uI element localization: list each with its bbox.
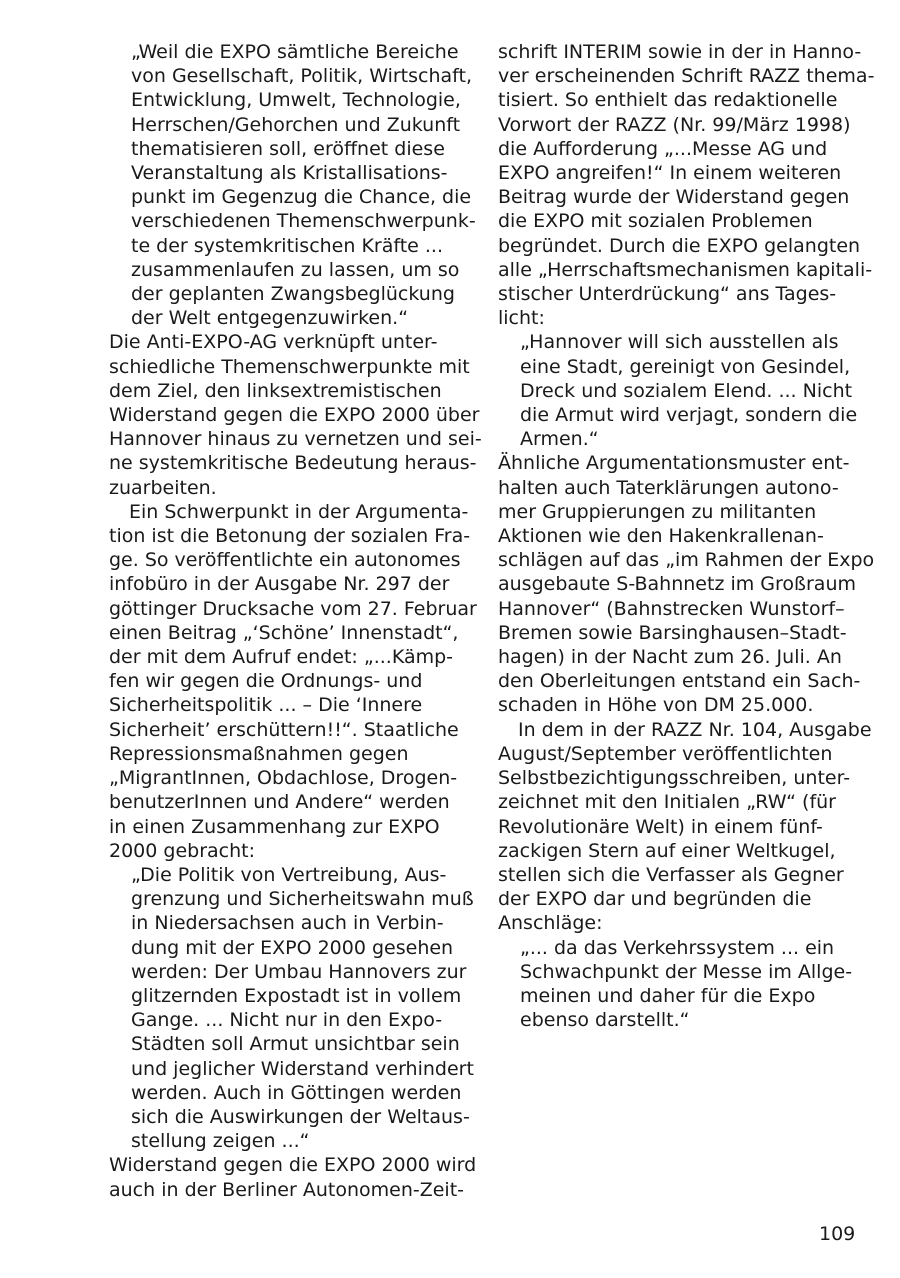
page-number: 109 [819, 1223, 856, 1245]
text-line: fen wir gegen die Ordnungs- und [109, 670, 423, 693]
text-line: Anschläge: [498, 912, 603, 935]
text-line: Beitrag wurde der Widerstand gegen [498, 186, 850, 209]
paragraph-berliner-autonome [109, 1153, 481, 1201]
text-line: licht: [498, 307, 545, 330]
text-line: te der systemkritischen Kräfte ... [131, 234, 444, 257]
text-line: In dem in der RAZZ Nr. 104, Ausgabe [518, 718, 872, 741]
text-line: Ein Schwerpunkt in der Argumenta- [129, 500, 469, 523]
text-line: punkt im Gegenzug die Chance, die [131, 186, 472, 209]
text-line: „... da das Verkehrssystem ... ein [520, 936, 835, 959]
text-line: ausgebaute S-Bahnnetz im Großraum [498, 573, 856, 596]
left-column [109, 40, 481, 1202]
text-line: Entwicklung, Umwelt, Technologie, [131, 89, 461, 112]
text-line: den Oberleitungen entstand ein Sach- [498, 670, 861, 693]
paragraph-razz [498, 40, 875, 330]
text-line: Repressionsmaßnahmen gegen [109, 742, 409, 765]
text-line: göttinger Drucksache vom 27. Februar [109, 597, 477, 620]
text-line: stischer Unterdrückung“ ans Tages- [498, 283, 837, 306]
text-line: zeichnet mit den Initialen „RW“ (für [498, 791, 836, 814]
text-line: werden. Auch in Göttingen werden [131, 1081, 462, 1104]
text-line: schrift INTERIM sowie in der in Hanno- [498, 41, 862, 63]
text-line: glitzernden Expostadt ist in vollem [131, 984, 462, 1007]
text-line: Vorwort der RAZZ (Nr. 99/März 1998) [498, 113, 851, 136]
text-line: die Armut wird verjagt, sondern die [520, 404, 858, 427]
text-line: schiedliche Themenschwerpunkte mit [109, 355, 470, 378]
text-line: in einen Zusammenhang zur EXPO [109, 815, 440, 838]
text-line: die EXPO mit sozialen Problemen [498, 210, 813, 233]
text-line: Hannover“ (Bahnstrecken Wunstorf– [498, 597, 845, 620]
text-line: werden: Der Umbau Hannovers zur [131, 960, 467, 983]
text-line: ne systemkritische Bedeutung heraus- [109, 452, 477, 475]
text-line: ver erscheinenden Schrift RAZZ thema- [498, 65, 875, 88]
text-line: und jeglicher Widerstand verhindert [131, 1057, 474, 1080]
text-line: Veranstaltung als Kristallisations- [131, 162, 448, 185]
text-line: schaden in Höhe von DM 25.000. [498, 694, 814, 717]
text-line: meinen und daher für die Expo [520, 984, 816, 1007]
text-line: tion ist die Betonung der sozialen Fra- [109, 525, 471, 548]
text-line: Hannover hinaus zu vernetzen und sei- [109, 428, 482, 451]
text-line: Sicherheit’ erschüttern!!“. Staatliche [109, 718, 459, 741]
text-line: mer Gruppierungen zu militanten [498, 500, 817, 523]
text-line: Schwachpunkt der Messe im Allge- [520, 960, 853, 983]
text-line: infobüro in der Ausgabe Nr. 297 der [109, 573, 450, 596]
paragraph-soziale-frage [109, 500, 481, 863]
text-line: Aktionen wie den Hakenkrallenan- [498, 525, 824, 548]
text-line: die Aufforderung „...Messe AG und [498, 137, 828, 160]
text-line: alle „Herrschaftsmechanismen kapitali- [498, 258, 873, 281]
text-line: benutzerInnen und Andere“ werden [109, 791, 450, 814]
text-line: stellung zeigen ...“ [131, 1130, 310, 1153]
text-line: Widerstand gegen die EXPO 2000 über [109, 404, 480, 427]
text-line: Armen.“ [520, 428, 599, 451]
text-line: zackigen Stern auf einer Weltkugel, [498, 839, 836, 862]
text-line: tisiert. So enthielt das redaktionelle [498, 89, 838, 112]
text-line: von Gesellschaft, Politik, Wirtschaft, [131, 65, 472, 88]
text-line: August/September veröffentlichten [498, 742, 833, 765]
text-line: der EXPO dar und begründen die [498, 888, 812, 911]
text-line: eine Stadt, gereinigt von Gesindel, [520, 355, 851, 378]
text-line: ebenso darstellt.“ [520, 1009, 690, 1032]
quote-verkehrssystem [498, 936, 858, 1033]
paragraph-selbstbezichtigung [498, 718, 872, 936]
paragraph-taterklaerungen [498, 451, 875, 717]
text-line: Widerstand gegen die EXPO 2000 wird [109, 1154, 477, 1177]
text-line: EXPO angreifen!“ In einem weiteren [498, 162, 842, 185]
text-line: grenzung und Sicherheitswahn muß [131, 888, 474, 911]
text-line: „Weil die EXPO sämtliche Bereiche [131, 41, 459, 63]
text-line: halten auch Taterklärungen autono- [498, 476, 839, 499]
text-line: auch in der Berliner Autonomen-Zeit- [109, 1178, 465, 1201]
text-line: „Hannover will sich ausstellen als [520, 331, 839, 354]
text-line: hagen) in der Nacht zum 26. Juli. An [498, 646, 842, 669]
text-line: der geplanten Zwangsbeglückung [131, 283, 455, 306]
text-line: zuarbeiten. [109, 476, 217, 499]
text-line: Ähnliche Argumentationsmuster ent- [498, 452, 850, 475]
paragraph-anti-expo-ag [109, 330, 481, 499]
text-line: dem Ziel, den linksextremistischen [109, 379, 442, 402]
right-column [498, 40, 875, 1032]
text-line: Gange. ... Nicht nur in den Expo- [131, 1009, 443, 1032]
text-line: Städten soll Armut unsichtbar sein [131, 1033, 460, 1056]
text-line: dung mit der EXPO 2000 gesehen [131, 936, 454, 959]
text-line: „MigrantInnen, Obdachlose, Drogen- [109, 767, 458, 790]
text-line: begründet. Durch die EXPO gelangten [498, 234, 861, 257]
text-line: sich die Auswirkungen der Weltaus- [131, 1105, 470, 1128]
text-line: „Die Politik von Vertreibung, Aus- [131, 863, 447, 886]
text-line: ge. So veröffentlichte ein autonomes [109, 549, 461, 572]
text-line: schlägen auf das „im Rahmen der Expo [498, 549, 875, 572]
text-line: Sicherheitspolitik ... – Die ‘Innere [109, 694, 423, 717]
text-line: Selbstbezichtigungsschreiben, unter- [498, 767, 851, 790]
quote-anti-expo [109, 40, 481, 330]
text-line: der Welt entgegenzuwirken.“ [131, 307, 409, 330]
text-line: in Niedersachsen auch in Verbin- [131, 912, 444, 935]
text-line: zusammenlaufen zu lassen, um so [131, 258, 460, 281]
quote-hannover-stadt [498, 330, 858, 451]
text-line: verschiedenen Themenschwerpunk- [131, 210, 476, 233]
text-line: Die Anti-EXPO-AG verknüpft unter- [109, 331, 438, 354]
text-line: einen Beitrag „‘Schöne’ Innenstadt“, [109, 621, 459, 644]
text-line: der mit dem Aufruf endet: „...Kämp- [109, 646, 454, 669]
text-line: Bremen sowie Barsinghausen–Stadt- [498, 621, 847, 644]
text-line: Dreck und sozialem Elend. ... Nicht [520, 379, 853, 402]
quote-vertreibung [109, 863, 481, 1153]
text-line: thematisieren soll, eröffnet diese [131, 137, 445, 160]
text-line: 2000 gebracht: [109, 839, 255, 862]
text-line: stellen sich die Verfasser als Gegner [498, 863, 844, 886]
text-line: Herrschen/Gehorchen und Zukunft [131, 113, 461, 136]
text-line: Revolutionäre Welt) in einem fünf- [498, 815, 823, 838]
